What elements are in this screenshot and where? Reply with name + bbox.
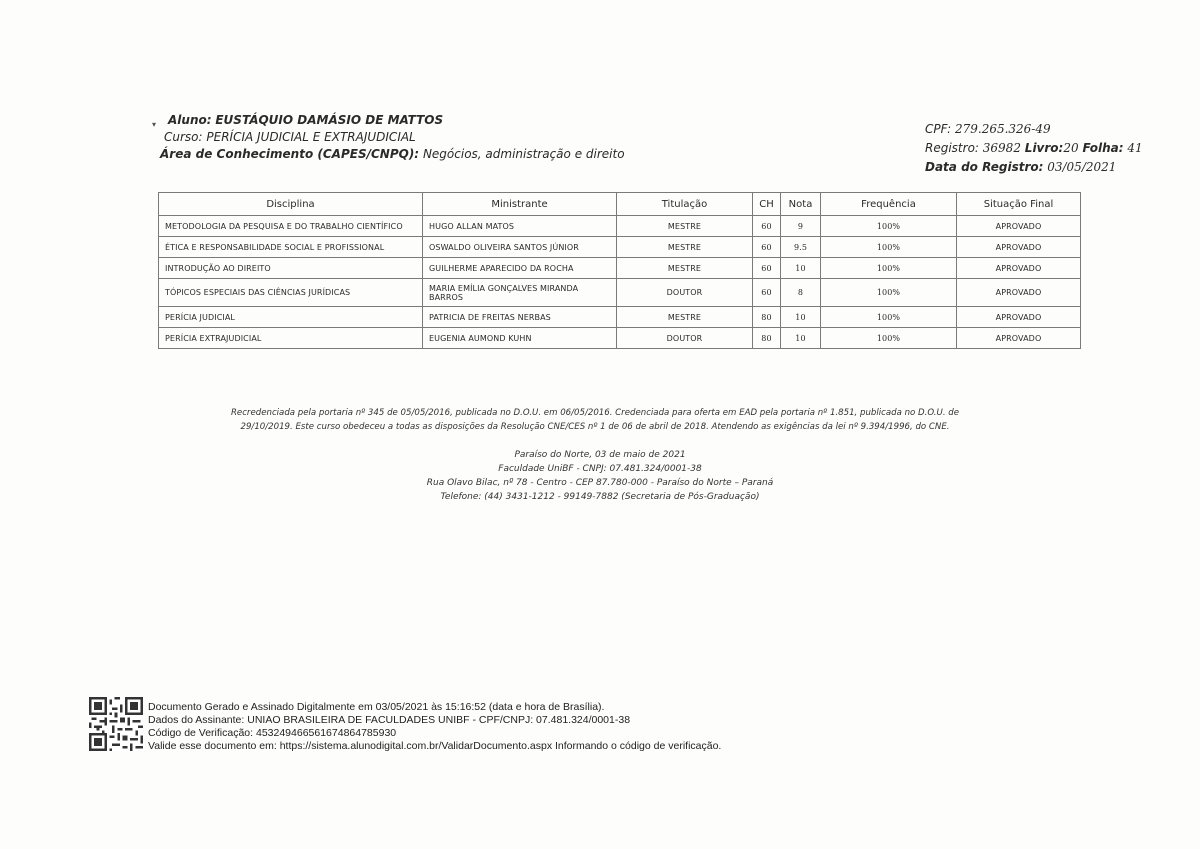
student-name-row xyxy=(160,112,625,129)
student-name-value: EUSTÁQUIO DAMÁSIO DE MATTOS xyxy=(215,113,444,127)
verification-line-1: Documento Gerado e Assinado Digitalmente em 03/05/2021 às 15:16:52 (data e hora de Brasília). xyxy=(148,701,605,713)
cell-ch: 60 xyxy=(753,279,781,307)
cell-ministrante: EUGENIA AUMOND KUHN xyxy=(423,328,617,349)
folha-value: 41 xyxy=(1127,141,1143,155)
cpf-row xyxy=(925,120,1143,139)
header-titulacao: Titulação xyxy=(617,193,753,216)
table-header-row xyxy=(159,193,1081,216)
livro-label: Livro: xyxy=(1024,141,1064,155)
table-row xyxy=(159,258,1081,279)
verification-url: Valide esse documento em: https://sistema.alunodigital.com.br/ValidarDocumento.aspx Informando o código de verificação. xyxy=(148,740,722,752)
registry-date-row xyxy=(925,158,1143,177)
cell-nota: 10 xyxy=(781,258,821,279)
cell-titulacao: MESTRE xyxy=(617,258,753,279)
cell-disciplina: PERÍCIA EXTRAJUDICIAL xyxy=(159,328,423,349)
cell-titulacao: DOUTOR xyxy=(617,328,753,349)
qr-code-icon xyxy=(89,697,143,751)
cell-ministrante: MARIA EMÍLIA GONÇALVES MIRANDA BARROS xyxy=(423,279,617,307)
legal-notice xyxy=(195,406,995,434)
livro-value: 20 xyxy=(1063,141,1079,155)
cell-situacao: APROVADO xyxy=(957,279,1081,307)
legal-line-1: Recredenciada pela portaria nº 345 de 05/05/2016, publicada no D.O.U. em 06/05/2016. Credenciada para oferta em EAD pela portaria nº 1.851, publicada no D.O.U. de xyxy=(230,408,960,418)
course-value: PERÍCIA JUDICIAL E EXTRAJUDICIAL xyxy=(206,130,416,144)
verification-line-2: Dados do Assinante: UNIAO BRASILEIRA DE FACULDADES UNIBF - CPF/CNPJ: 07.481.324/0001-38 xyxy=(148,714,631,726)
cell-frequencia: 100% xyxy=(821,216,957,237)
header-disciplina: Disciplina xyxy=(159,193,423,216)
address-line-1: Paraíso do Norte, 03 de maio de 2021 xyxy=(514,450,686,460)
cell-ministrante: PATRICIA DE FREITAS NERBAS xyxy=(423,307,617,328)
cell-disciplina: TÓPICOS ESPECIAIS DAS CIÊNCIAS JURÍDICAS xyxy=(159,279,423,307)
registry-date-value: 03/05/2021 xyxy=(1047,160,1117,174)
cell-disciplina: PERÍCIA JUDICIAL xyxy=(159,307,423,328)
cell-nota: 9 xyxy=(781,216,821,237)
cell-disciplina: ÉTICA E RESPONSABILIDADE SOCIAL E PROFISSIONAL xyxy=(159,237,423,258)
cell-nota: 10 xyxy=(781,307,821,328)
header-ministrante: Ministrante xyxy=(423,193,617,216)
cpf-label: CPF: xyxy=(925,122,952,136)
cell-ch: 60 xyxy=(753,216,781,237)
header-ch: CH xyxy=(753,193,781,216)
table-row xyxy=(159,279,1081,307)
cell-titulacao: MESTRE xyxy=(617,237,753,258)
verification-block xyxy=(148,701,721,753)
registro-label: Registro: xyxy=(925,141,979,155)
cell-titulacao: DOUTOR xyxy=(617,279,753,307)
verification-code: Código de Verificação: 453249466561674864785930 xyxy=(148,727,397,739)
table-row xyxy=(159,237,1081,258)
grades-table xyxy=(158,192,1081,349)
knowledge-area-label: Área de Conhecimento (CAPES/CNPQ): xyxy=(160,147,420,161)
cell-disciplina: METODOLOGIA DA PESQUISA E DO TRABALHO CIENTÍFICO xyxy=(159,216,423,237)
student-info xyxy=(152,112,625,163)
address-line-4: Telefone: (44) 3431-1212 - 99149-7882 (Secretaria de Pós-Graduação) xyxy=(440,492,760,502)
cell-titulacao: MESTRE xyxy=(617,307,753,328)
cell-ch: 60 xyxy=(753,237,781,258)
cell-disciplina: INTRODUÇÃO AO DIREITO xyxy=(159,258,423,279)
cell-situacao: APROVADO xyxy=(957,237,1081,258)
cell-situacao: APROVADO xyxy=(957,258,1081,279)
cell-ministrante: HUGO ALLAN MATOS xyxy=(423,216,617,237)
cell-frequencia: 100% xyxy=(821,258,957,279)
cell-situacao: APROVADO xyxy=(957,328,1081,349)
cell-situacao: APROVADO xyxy=(957,216,1081,237)
table-row xyxy=(159,307,1081,328)
cell-nota: 8 xyxy=(781,279,821,307)
registry-date-label: Data do Registro: xyxy=(925,160,1044,174)
cell-frequencia: 100% xyxy=(821,307,957,328)
cell-ch: 80 xyxy=(753,328,781,349)
knowledge-area-value: Negócios, administração e direito xyxy=(422,147,625,161)
folha-label: Folha: xyxy=(1082,141,1124,155)
legal-line-2: 29/10/2019. Este curso obedeceu a todas as disposições da Resolução CNE/CES nº 1 de 06 de abril de 2018. Atendendo as exigências da lei nº 9.394/1996, do CNE. xyxy=(240,422,950,432)
cell-frequencia: 100% xyxy=(821,328,957,349)
table-row xyxy=(159,328,1081,349)
address-line-2: Faculdade UniBF - CNPJ: 07.481.324/0001-38 xyxy=(498,464,702,474)
cell-nota: 10 xyxy=(781,328,821,349)
course-row xyxy=(160,129,625,146)
cell-ministrante: OSWALDO OLIVEIRA SANTOS JÚNIOR xyxy=(423,237,617,258)
cell-situacao: APROVADO xyxy=(957,307,1081,328)
course-label: Curso: xyxy=(164,130,203,144)
cell-ch: 60 xyxy=(753,258,781,279)
cell-nota: 9.5 xyxy=(781,237,821,258)
table-row xyxy=(159,216,1081,237)
header-nota: Nota xyxy=(781,193,821,216)
student-name-label: Aluno: xyxy=(168,113,212,127)
registry-info xyxy=(925,120,1143,177)
institution-address xyxy=(400,448,800,504)
cell-frequencia: 100% xyxy=(821,237,957,258)
cell-frequencia: 100% xyxy=(821,279,957,307)
registro-value: 36982 xyxy=(982,141,1021,155)
cell-ministrante: GUILHERME APARECIDO DA ROCHA xyxy=(423,258,617,279)
address-line-3: Rua Olavo Bilac, nº 78 - Centro - CEP 87.780-000 - Paraíso do Norte – Paraná xyxy=(426,478,774,488)
knowledge-area-row xyxy=(160,146,625,163)
bullet-mark-icon: ▾ xyxy=(152,120,157,129)
cpf-value: 279.265.326-49 xyxy=(954,122,1051,136)
registry-row xyxy=(925,139,1143,158)
cell-titulacao: MESTRE xyxy=(617,216,753,237)
header-frequencia: Frequência xyxy=(821,193,957,216)
header-situacao: Situação Final xyxy=(957,193,1081,216)
cell-ch: 80 xyxy=(753,307,781,328)
